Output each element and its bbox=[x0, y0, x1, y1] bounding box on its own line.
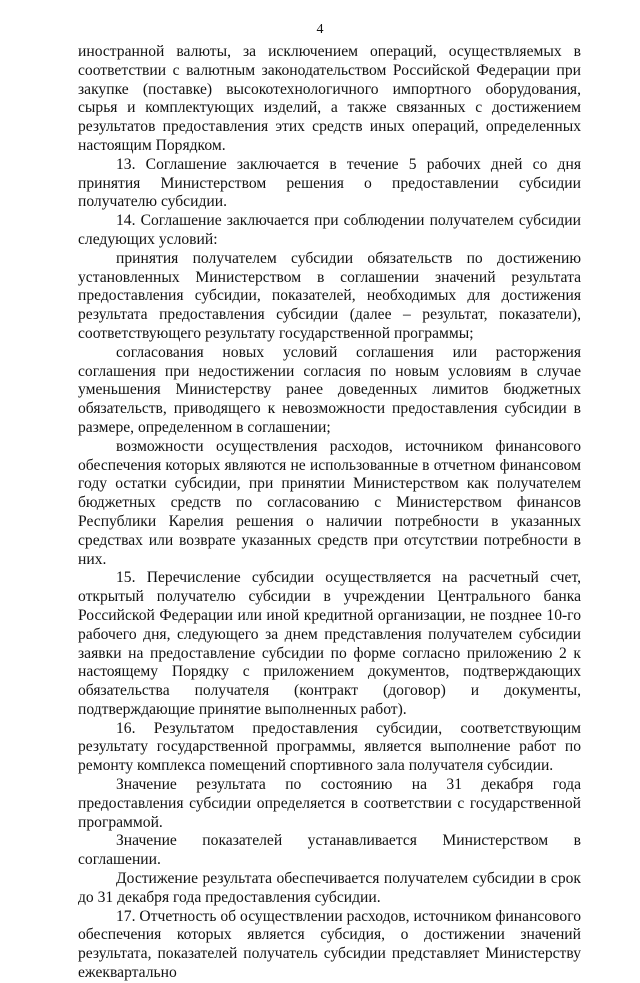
condition-expenses: возможности осуществления расходов, источником финансового обеспечения которых являются не использованные в отчетном финансовом году остатки субсидии, при принятии Министерством как получателем бюджетных средств по согласованию с Министерством финансов Республики Карелия решения о наличии потребности в указанных средствах или возврате указанных средств при отсутствии потребности в них. bbox=[78, 437, 581, 568]
paragraph-15-transfer: 15. Перечисление субсидии осуществляется на расчетный счет, открытый получателю субсидии в учреждении Центрального банка Российской Федерации или иной кредитной организации, не позднее 10-го рабочего дня, следующего за днем представления получателем субсидии заявки на предоставление субсидии по форме согласно приложению 2 к настоящему Порядку с приложением документов, подтверждающих обязательства получателя (контракт (договор) и документы, подтверждающие принятие выполненных работ). bbox=[78, 569, 581, 718]
paragraph-17-reporting: 17. Отчетность об осуществлении расходов, источником финансового обеспечения которых является субсидия, о достижении значений результата, показателей получатель субсидии представляет Министерству ежеквартально bbox=[78, 907, 581, 982]
paragraph-14-agreement-conditions: 14. Соглашение заключается при соблюдении получателем субсидии следующих условий: bbox=[78, 212, 581, 248]
paragraph-13-agreement-term: 13. Соглашение заключается в течение 5 рабочих дней со дня принятия Министерством решения о предоставлении субсидии получателю субсидии. bbox=[78, 155, 581, 211]
paragraph-16-result: 16. Результатом предоставления субсидии, соответствующим результату государственной программы, является выполнение работ по ремонту комплекса помещений спортивного зала получателя субсидии. bbox=[78, 719, 581, 775]
condition-obligations: принятия получателем субсидии обязательств по достижению установленных Министерством в соглашении значений результата предоставления субсидии, показателей, необходимых для достижения результата предоставления субсидии (далее – результат, показатели), соответствующего результату государственной программы; bbox=[78, 249, 581, 342]
paragraph-currency-operations: иностранной валюты, за исключением операций, осуществляемых в соответствии с валютным законодательством Российской Федерации при закупке (поставке) высокотехнологичного импортного оборудования, сырья и комплектующих изделий, а также связанных с достижением результатов предоставления этих средств иных операций, определенных настоящим Порядком. bbox=[78, 43, 581, 154]
paragraph-result-achievement: Достижение результата обеспечивается получателем субсидии в срок до 31 декабря года предоставления субсидии. bbox=[78, 870, 581, 906]
condition-new-terms: согласования новых условий соглашения или расторжения соглашения при недостижении согласия по новым условиям в случае уменьшения Министерству ранее доведенных лимитов бюджетных обязательств, приводящего к невозможности предоставления субсидии в размере, определенном в соглашении; bbox=[78, 343, 581, 436]
paragraph-indicator-value: Значение показателей устанавливается Министерством в соглашении. bbox=[78, 832, 581, 869]
document-body bbox=[78, 43, 581, 983]
page-number: 4 bbox=[316, 22, 324, 37]
paragraph-result-value: Значение результата по состоянию на 31 декабря года предоставления субсидии определяется в соответствии с государственной программой. bbox=[78, 776, 581, 831]
